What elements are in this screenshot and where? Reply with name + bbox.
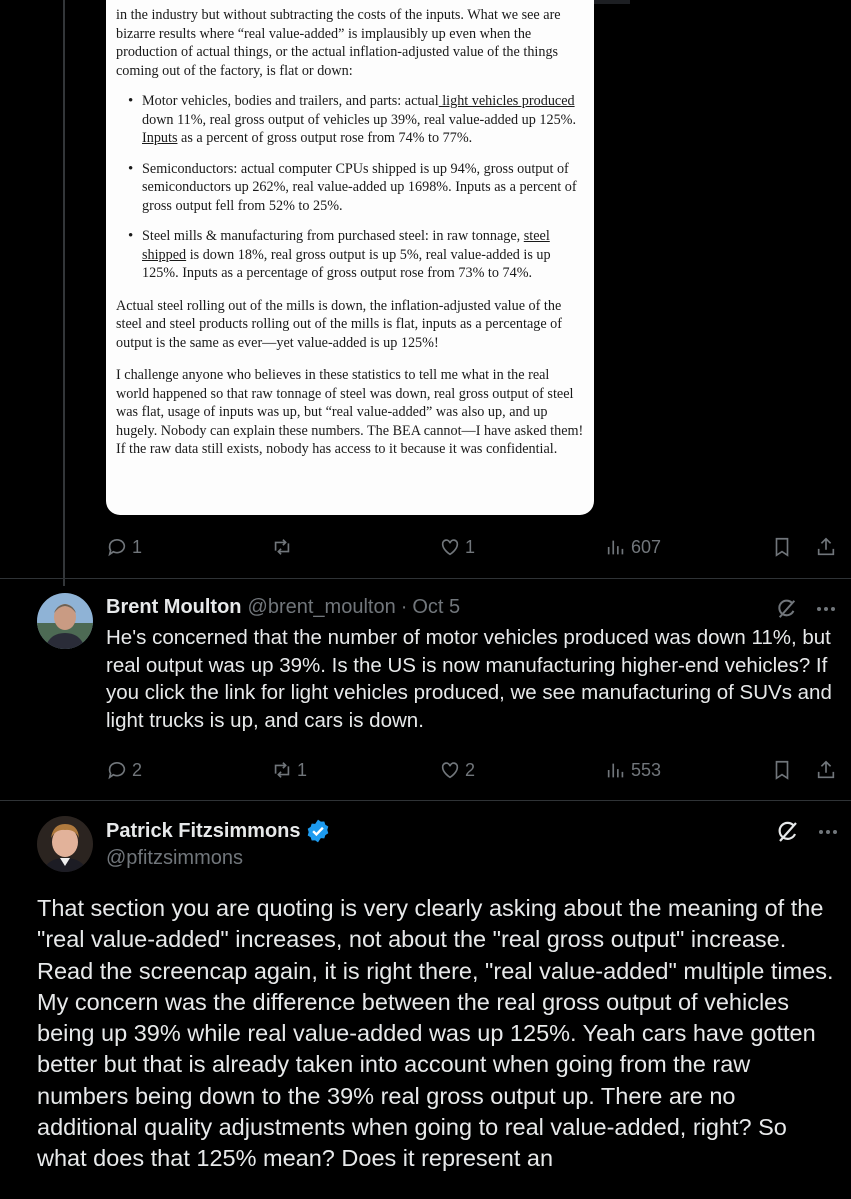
retweet-icon xyxy=(271,759,293,781)
tweet3-handle-row xyxy=(106,847,243,870)
like-icon xyxy=(439,759,461,781)
card-bullet-list xyxy=(116,92,584,283)
retweet-count: 1 xyxy=(297,759,308,780)
grok-icon[interactable] xyxy=(776,598,798,620)
bookmark-button[interactable] xyxy=(771,757,793,783)
thread-line xyxy=(63,0,65,586)
avatar-image xyxy=(37,816,93,872)
bookmark-icon xyxy=(771,536,793,558)
views-icon xyxy=(605,536,627,558)
author-name[interactable]: Patrick Fitzsimmons xyxy=(106,819,301,842)
card-bullet-vehicles xyxy=(116,92,584,148)
views-button[interactable] xyxy=(605,534,661,560)
bullet-text: as a percent of gross output rose from 74% to 77%. xyxy=(177,130,473,146)
avatar-brent-moulton[interactable] xyxy=(37,593,93,649)
like-button[interactable] xyxy=(439,534,475,560)
card-bullet-steel xyxy=(116,227,584,283)
like-count: 1 xyxy=(465,536,476,557)
reply-icon xyxy=(106,536,128,558)
attached-image-card[interactable] xyxy=(106,0,594,515)
reply-count: 2 xyxy=(132,759,143,780)
grok-icon[interactable] xyxy=(776,820,800,844)
verified-badge-icon xyxy=(305,818,331,844)
share-button[interactable] xyxy=(815,757,837,783)
bullet-text: down 11%, real gross output of vehicles up 39%, real value-added up 125%. xyxy=(142,111,577,128)
like-icon xyxy=(439,536,461,558)
light-vehicles-link[interactable]: light vehicles produced xyxy=(438,93,575,109)
tweet3-header xyxy=(106,818,331,844)
retweet-button[interactable] xyxy=(271,757,307,783)
card-paragraph-3: I challenge anyone who believes in these statistics to tell me what in the real world happened so that raw tonnage of steel was down, real gross output of steel was flat, usage of inputs was up, but “real value-added” was also up, and up hugely. Nobody can explain these numbers. The BEA cannot—I have asked them! If the raw data still exists, nobody has access to it because it was confidential. xyxy=(116,367,584,457)
tweet2-text: He's concerned that the number of motor vehicles produced was down 11%, but real output was up 39%. Is the US is now manufacturing higher-end vehicles? If you click the link for light vehicles produced, we see manufacturing of SUVs and light trucks is up, and cars is down. xyxy=(106,626,832,732)
retweet-icon xyxy=(271,536,293,558)
reply-icon xyxy=(106,759,128,781)
tweet1-action-bar xyxy=(106,534,836,560)
retweet-button[interactable] xyxy=(271,534,297,560)
inputs-link[interactable]: Inputs xyxy=(142,130,178,146)
views-count: 553 xyxy=(631,759,662,780)
like-button[interactable] xyxy=(439,757,475,783)
author-name[interactable]: Brent Moulton xyxy=(106,596,242,618)
card-paragraph-2: Actual steel rolling out of the mills is down, the inflation-adjusted value of the steel and steel products rolling out of the mills is flat, inputs as a percentage of output is the same as ever—yet value-added is up 125%! xyxy=(116,297,563,351)
separator: · xyxy=(400,596,408,618)
views-count: 607 xyxy=(631,536,662,557)
reply-count: 1 xyxy=(132,536,143,557)
tweet2-action-bar xyxy=(106,757,836,783)
avatar-patrick-fitzsimmons[interactable] xyxy=(37,816,93,872)
bookmark-icon xyxy=(771,759,793,781)
reply-button[interactable] xyxy=(106,534,142,560)
card-bullet-semiconductors: • Semiconductors: actual computer CPUs shipped is up 94%, gross output of semiconductors up 262%, real value-added up 1698%. Inputs as a percent of gross output fell from 52% to 25%. xyxy=(116,160,584,216)
tweet3-top-icons xyxy=(776,820,838,844)
bullet-text: is down 18%, real gross output is up 5%, real value-added is up 125%. Inputs as a percentage of gross output rose from 73% to 74%. xyxy=(142,246,551,281)
divider xyxy=(0,800,851,801)
share-icon xyxy=(815,536,837,558)
bookmark-button[interactable] xyxy=(771,534,793,560)
reply-button[interactable] xyxy=(106,757,142,783)
card-intro: in the industry but without subtracting the costs of the inputs. What we see are bizarre results where “real value-added” is implausibly up even when the production of actual things, or the actual inflation-adjusted value of the things coming out of the factory, is flat or down: xyxy=(116,7,561,79)
avatar-image xyxy=(37,593,93,649)
more-icon[interactable] xyxy=(816,606,836,612)
author-handle[interactable]: @pfitzsimmons xyxy=(106,847,243,869)
tweet3-text: That section you are quoting is very clearly asking about the meaning of the "real value-added" increases, not about the "real gross output" increase. Read the screencap again, it is right there, "real value-added" multiple times. My concern was the difference between the real gross output of vehicles being up 39% while real value-added was up 125%. Yeah cars have gotten better but that is already taken into account when going from the raw numbers being down to the 39% real gross output up. There are no additional quality adjustments when going to real value-added, right? So what does that 125% mean? Does it represent an xyxy=(37,895,834,1172)
views-icon xyxy=(605,759,627,781)
bullet-text: Steel mills & manufacturing from purchased steel: in raw tonnage, xyxy=(142,228,524,244)
views-button[interactable] xyxy=(605,757,661,783)
tweet-date[interactable]: Oct 5 xyxy=(412,596,461,618)
author-handle[interactable]: @brent_moulton xyxy=(247,596,396,618)
bullet-text: Motor vehicles, bodies and trailers, and parts: actual xyxy=(142,93,439,109)
more-icon[interactable] xyxy=(818,829,838,835)
like-count: 2 xyxy=(465,759,476,780)
tweet2-top-icons xyxy=(776,598,836,620)
tweet2-header xyxy=(106,596,460,619)
share-button[interactable] xyxy=(815,534,837,560)
share-icon xyxy=(815,759,837,781)
divider xyxy=(0,578,851,579)
steel-shipped-link[interactable]: steel shipped xyxy=(142,228,550,263)
